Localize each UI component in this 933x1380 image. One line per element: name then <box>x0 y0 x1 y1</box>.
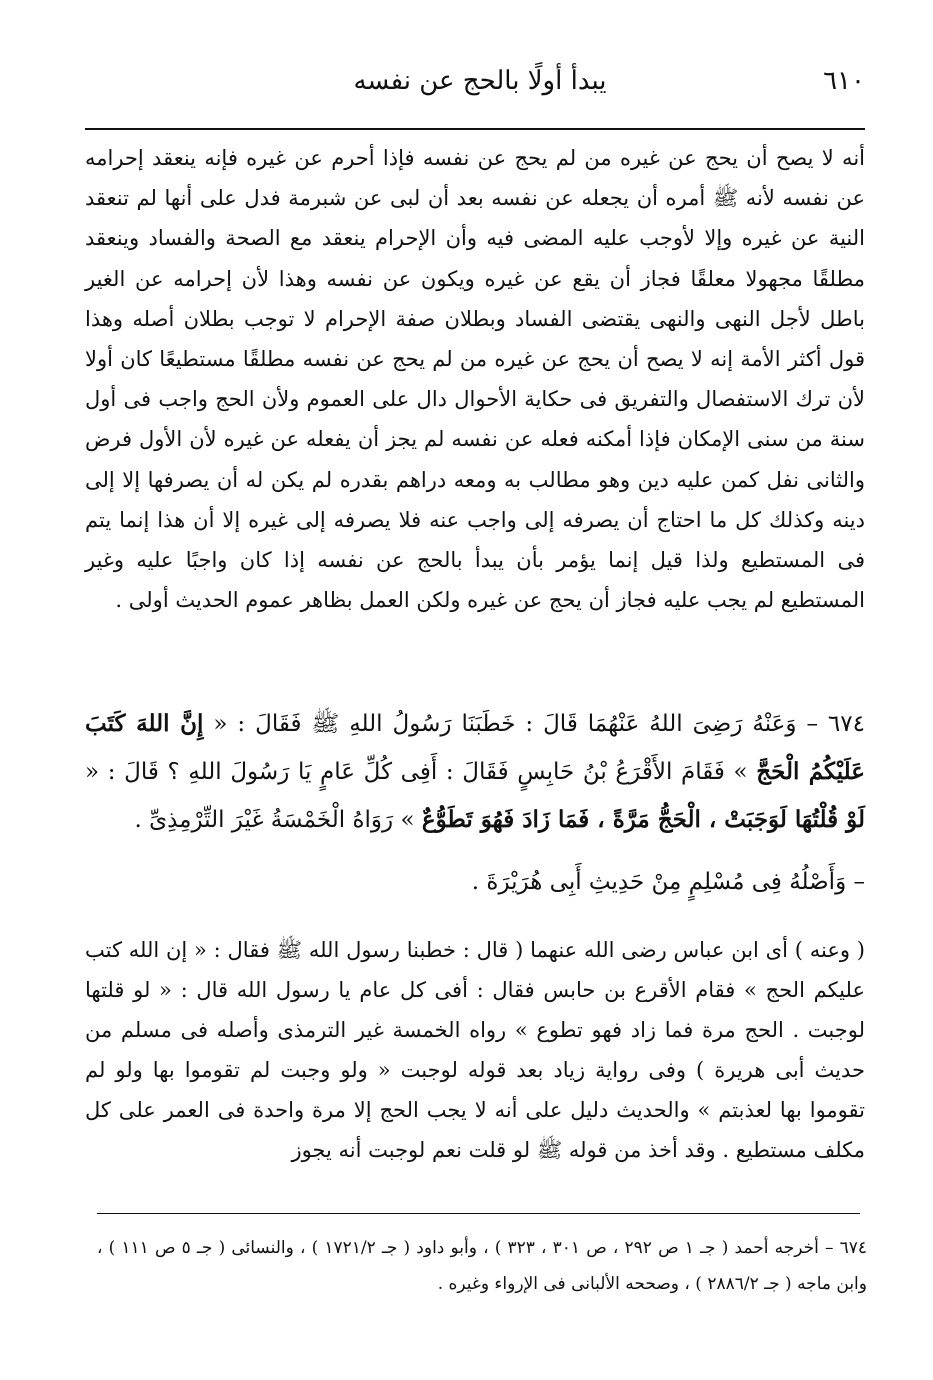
page-number: ٦١٠ <box>823 66 865 96</box>
commentary-paragraph-2: ( وعنه ) أى ابن عباس رضى الله عنهما ( قال : خطبنا رسول الله ﷺ فقال : « إن الله كتب عليكم الحج » فقام الأقرع بن حابس فقال : أفى كل عام يا رسول الله قال : « لو قلتها لوجبت . الحج مرة فما زاد فهو تطوع » رواه الخمسة غير الترمذى وأصله فى مسلم من حديث أبى هريرة ) وفى رواية زياد بعد قوله لوجبت « ولو وجبت لم تقوموا بها ولو لم تقوموا بها لعذبتم » والحديث دليل على أنه لا يجب الحج إلا مرة واحدة فى العمر على كل مكلف مستطيع . وقد أخذ من قوله ﷺ لو قلت نعم لوجبت أنه يجوز <box>85 938 865 1162</box>
footnote: ٦٧٤ – أخرجه أحمد ( جـ ١ ص ٢٩٢ ، ص ٣٠١ ، ٣٢٣ ) ، وأبو داود ( جـ ١٧٢١/٢ ) ، والنسائى ( جـ ٥ ص ١١١ ) ، وابن ماجه ( جـ ٢٨٨٦/٢ ) ، وصححه الألبانى فى الإرواء وغيره . <box>97 1238 867 1294</box>
footnote-rule <box>97 1213 860 1214</box>
hadith-middle: » فَقَامَ الأَقْرَعُ بْنُ حَابِسٍ فَقَالَ : أَفِى كُلِّ عَامٍ يَا رَسُولَ اللهِ ؟ قَالَ : « <box>85 759 748 785</box>
hadith-quote-2: لَوْ قُلْتُهَا لَوَجَبَتْ ، الْحَجُّ مَرَّةً ، فَمَا زَادَ فَهُوَ تَطَوُّعٌ <box>421 806 865 833</box>
page-header <box>95 58 865 110</box>
commentary-paragraph-1: أنه لا يصح أن يحج عن غيره من لم يحج عن نفسه فإذا أحرم عن غيره فإنه ينعقد إحرامه عن نفسه لأنه ﷺ أمره أن يجعله عن نفسه بعد أن لبى عن شبرمة فدل على أنها لم تنعقد النية عن غيره وإلا لأوجب عليه المضى فيه وأن الإحرام ينعقد مع الصحة والفساد وينعقد مطلقًا مجهولا معلقًا فجاز أن يقع عن غيره ويكون عن نفسه وهذا لأن إحرامه عن الغير باطل لأجل النهى والنهى يقتضى الفساد وبطلان صفة الإحرام لا توجب بطلان أصله وهذا قول أكثر الأمة إنه لا يصح أن يحج عن غيره من لم يحج عن نفسه مطلقًا مستطيعًا كان أولا لأن ترك الاستفصال والتفريق فى حكاية الأحوال دال على العموم ولأن الحج واجب فى أول سنة من سنى الإمكان فإذا أمكنه فعله عن نفسه لم يجز أن يفعله عن غيره لأن الأول فرض والثانى نفل كمن عليه دين وهو مطالب به ومعه دراهم بقدره لم يكن له أن يصرفها إلا إلى دينه وكذلك كل ما احتاج أن يصرفه إلى واجب عنه فلا يصرفه إلى غيره إلا أن هذا إنما يتم فى المستطيع ولذا قيل إنما يؤمر بأن يبدأ بالحج عن نفسه إذا كان واجبًا عليه وغير المستطيع لم يجب عليه فجاز أن يحج عن غيره ولكن العمل بظاهر عموم الحديث أولى . <box>85 146 865 613</box>
running-title: يبدأ أولًا بالحج عن نفسه <box>353 66 607 96</box>
hadith-quote-1: إِنَّ اللهَ كَتَبَ عَلَيْكُمُ الْحَجَّ <box>85 710 865 785</box>
hadith-attribution: » رَوَاهُ الْخَمْسَةُ غَيْرَ التِّرْمِذِىِّ . <box>134 807 415 833</box>
header-rule <box>85 128 865 130</box>
hadith-source-note: – وَأَصْلُهُ فِى مُسْلِمٍ مِنْ حَدِيثِ أَبِى هُرَيْرَةَ . <box>471 869 865 895</box>
hadith-text <box>85 700 865 844</box>
hadith-intro: ٦٧٤ – وَعَنْهُ رَضِىَ اللهُ عَنْهُمَا قَالَ : خَطَبَنَا رَسُولُ اللهِ ﷺ فَقَالَ : « <box>213 711 865 737</box>
